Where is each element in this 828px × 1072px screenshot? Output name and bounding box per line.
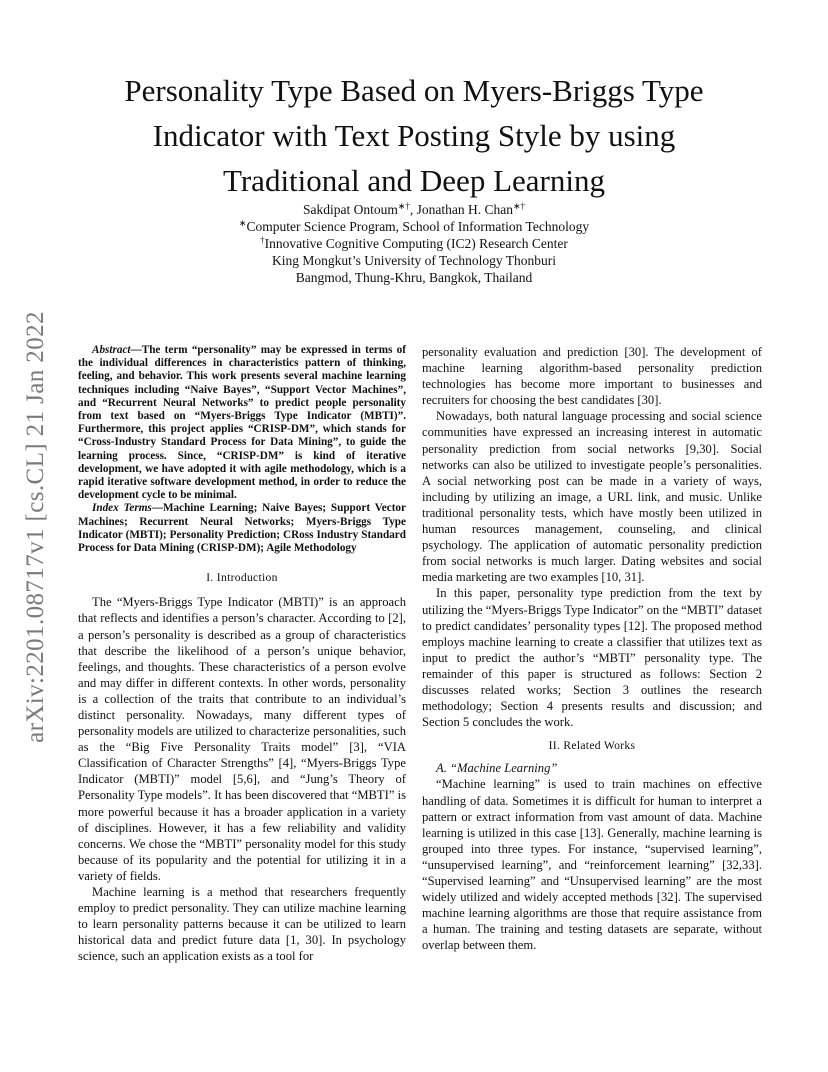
affiliation-2: [160, 235, 668, 252]
affiliation-3: King Mongkut’s University of Technology Thonburi: [272, 253, 556, 268]
paragraph: Nowadays, both natural language processing and social science communities have expressed an increasing interest in automatic personality prediction from social networks [9,30]. Social networks can also be utilized to investigate people’s personalities. A social networking post can be made in a variety of ways, including by utilizing an image, a URL link, and music. Unlike traditional personality tests, which have mostly been utilized in human resources management, counseling, and clinical psychology. The application of automatic personality prediction from social networks is much larger. Dating websites and social media marketing are two examples [10, 31].: [422, 409, 762, 585]
affiliation-1: [160, 218, 668, 235]
index-terms: [78, 502, 406, 555]
section-heading-related-works: II. Related Works: [548, 739, 636, 753]
abstract: [78, 344, 406, 502]
paragraph: The “Myers-Briggs Type Indicator (MBTI)” is an approach that reflects and identifies a person’s character. According to [2], a person’s personality is described as a group of characteristics that describe the likelihood of a person’s unique behavior, feelings, and thoughts. These characteristics of a person evolve and may differ in different contexts. In other words, personality is a collection of the traits that contribute to an individual’s distinct personality. Nowadays, many different types of personality models are utilized to characterize personalities, such as the “Big Five Personality Traits model” [3], “VIA Classification of Character Strengths” [4], “Myers-Briggs Type Indicator (MBTI)” model [5,6], and “Jung’s Theory of Personality Type models”. It has been discovered that “MBTI” is more powerful because it has a broader application in a variety of disciplines. However, it has a few reliability and validity concerns. We chose the “MBTI” personality model for this study because of its popularity and the potential for utilizing it in a variety of fields.: [78, 595, 407, 883]
paragraph: Machine learning is a method that researchers frequently employ to predict personality. They can utilize machine learning to learn personality patterns because it can be utilized to learn historical data and predict future data [1, 30]. In psychology science, such an application exists as a tool for: [78, 885, 406, 964]
affiliation-1-mark: ∗: [238, 218, 247, 228]
paragraph: In this paper, personality type prediction from the text by utilizing the “Myers-Briggs Type Indicator” on the “MBTI” dataset to predict candidates’ personality types [12]. The proposed method employs machine learning to create a classifier that utilizes text as input to predict the author’s “MBTI” personality type. The remainder of this paper is structured as follows: Section 2 discusses related works; Section 3 outlines the research methodology; Section 4 presents results and discussion; and Section 5 concludes the work.: [422, 586, 762, 730]
title-line: Traditional and Deep Learning: [223, 163, 605, 198]
author-names: [160, 201, 668, 218]
affiliation-2-mark: †: [260, 235, 265, 245]
author-2-marks: ∗†: [512, 201, 526, 211]
index-terms-label: Index Terms: [92, 502, 152, 515]
author-1: Sakdipat Ontoum: [302, 202, 398, 217]
abstract-text: —The term “personality” may be expressed in terms of the individual differences in characteristics pattern of thinking, feeling, and behavior. This work presents several machine learning techniques including “Naive Bayes”, “Support Vector Machines”, and “Recurrent Neural Networks” to predict people personality from text based on “Myers-Briggs Type Indicator (MBTI)”. Furthermore, this project applies “CRISP-DM”, which stands for “Cross-Industry Standard Process for Data Mining”, to guide the learning process. Since, “CRISP-DM” is kind of iterative development, we have adopted it with agile methodology, which is a rapid iterative software development method, in order to reduce the development cycle to be minimal.: [78, 344, 406, 502]
subsection-heading-machine-learning: A. “Machine Learning”: [436, 761, 558, 776]
paper-title: [60, 68, 768, 203]
affiliation-2-text: Innovative Cognitive Computing (IC2) Research Center: [264, 236, 568, 251]
section-heading-introduction: I. Introduction: [206, 571, 278, 585]
abstract-label: Abstract: [92, 344, 131, 356]
affiliation-1-text: Computer Science Program, School of Information Technology: [246, 219, 590, 234]
index-terms-text: —Machine Learning; Naive Bayes; Support Vector Machines; Recurrent Neural Networks; Myers-Briggs Type Indicator (MBTI); Personality Prediction; CRoss Industry Standard Process for Data Mining (CRISP-DM); Agile Methodology: [78, 502, 406, 555]
arxiv-watermark: [18, 294, 54, 760]
left-column: [78, 344, 406, 965]
right-column: [422, 344, 762, 953]
author-block: [160, 201, 668, 286]
author-1-marks: ∗†: [397, 201, 410, 211]
paragraph: personality evaluation and prediction [30]. The development of machine learning algorithm-based personality prediction technologies has become more important to businesses and recruiters for choosing the best candidates [30].: [422, 345, 762, 408]
paragraph: “Machine learning” is used to train machines on effective handling of data. Sometimes it is difficult for human to interpret a pattern or extract information from vast amount of data. Machine learning is utilized in this case [13]. Generally, machine learning is grouped into three types. For instance, “supervised learning”, “unsupervised learning”, and “reinforcement learning” [32,33]. “Supervised learning” and “Unsupervised learning” are the most widely utilized and widely accepted methods [32]. The supervised machine learning algorithms are those that require assistance from a human. The training and testing datasets are separate, without overlap between them.: [422, 777, 762, 953]
title-line: Indicator with Text Posting Style by using: [152, 118, 676, 153]
affiliation-4: Bangmod, Thung-Khru, Bangkok, Thailand: [295, 270, 533, 285]
author-2: , Jonathan H. Chan: [409, 202, 513, 217]
title-line: Personality Type Based on Myers-Briggs Type: [124, 73, 704, 108]
arxiv-identifier: arXiv:2201.08717v1 [cs.CL] 21 Jan 2022: [22, 311, 49, 743]
